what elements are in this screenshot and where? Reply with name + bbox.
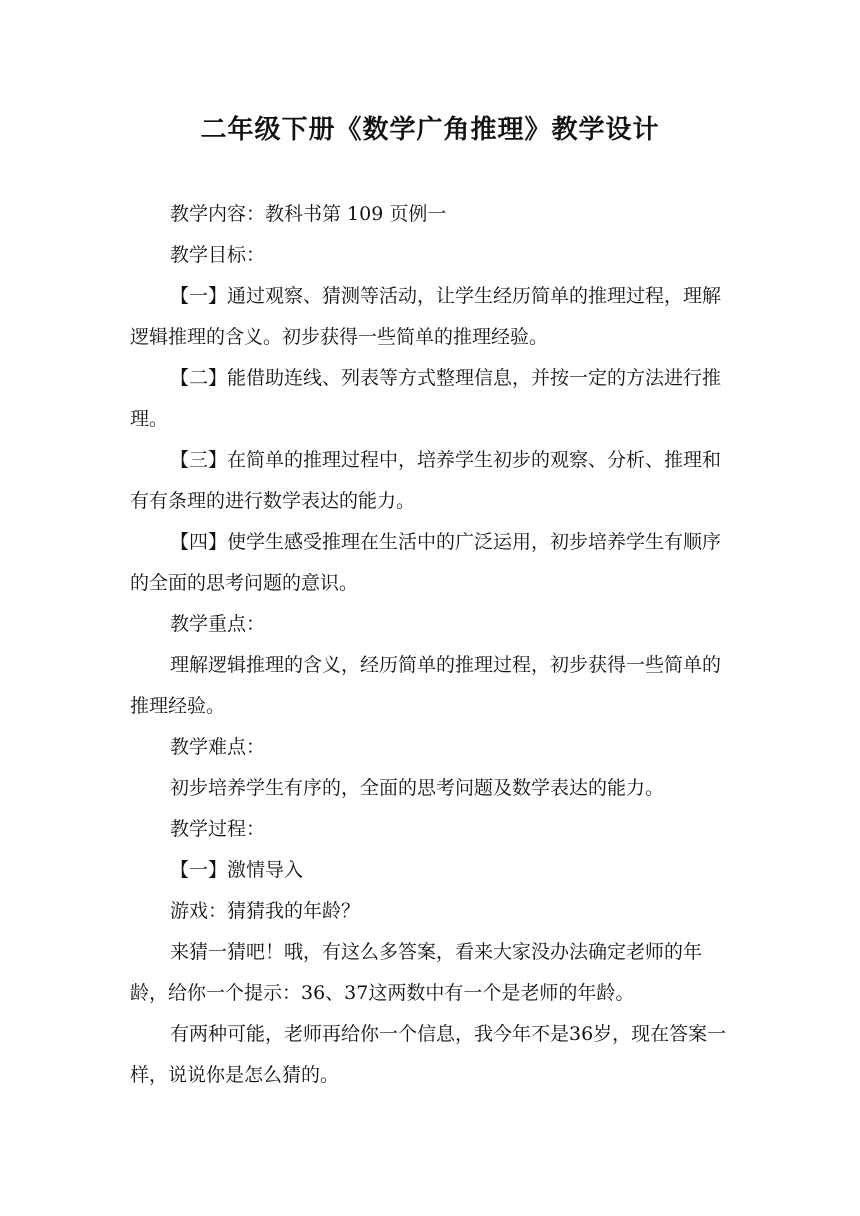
heading-key-points: 教学重点： bbox=[170, 613, 266, 635]
paragraph-key-points: 理解逻辑推理的含义，经历简单的推理过程，初步获得一些简单的推理经验。 bbox=[130, 654, 722, 717]
paragraph-goal-4: 【四】使学生感受推理在生活中的广泛运用，初步培养学生有顺序的全面的思考问题的意识。 bbox=[130, 531, 722, 594]
paragraph-goal-1: 【一】通过观察、猜测等活动，让学生经历简单的推理过程，理解逻辑推理的含义。初步获得一些简单的推理经验。 bbox=[130, 285, 722, 348]
paragraph-step-1: 【一】激情导入 bbox=[170, 859, 304, 881]
heading-difficulties: 教学难点： bbox=[170, 736, 266, 758]
document-title: 二年级下册《数学广角推理》教学设计 bbox=[200, 115, 660, 145]
heading-teaching-process: 教学过程： bbox=[170, 818, 266, 840]
paragraph-guess-hint: 来猜一猜吧！哦，有这么多答案，看来大家没办法确定老师的年龄，给你一个提示：36、37这两数中有一个是老师的年龄。 bbox=[130, 941, 703, 1004]
paragraph-goal-2: 【二】能借助连线、列表等方式整理信息，并按一定的方法进行推理。 bbox=[130, 367, 722, 430]
document-body bbox=[130, 194, 730, 1096]
paragraph-goal-3: 【三】在简单的推理过程中，培养学生初步的观察、分析、推理和有有条理的进行数学表达的能力。 bbox=[130, 449, 722, 512]
paragraph-difficulties: 初步培养学生有序的，全面的思考问题及数学表达的能力。 bbox=[170, 777, 665, 799]
paragraph-guess-answer: 有两种可能，老师再给你一个信息，我今年不是36岁，现在答案一样，说说你是怎么猜的。 bbox=[130, 1023, 727, 1086]
paragraph-game: 游戏：猜猜我的年龄？ bbox=[170, 900, 361, 922]
heading-teaching-goals: 教学目标： bbox=[170, 244, 266, 266]
paragraph-teaching-content: 教学内容：教科书第 109 页例一 bbox=[170, 203, 447, 225]
